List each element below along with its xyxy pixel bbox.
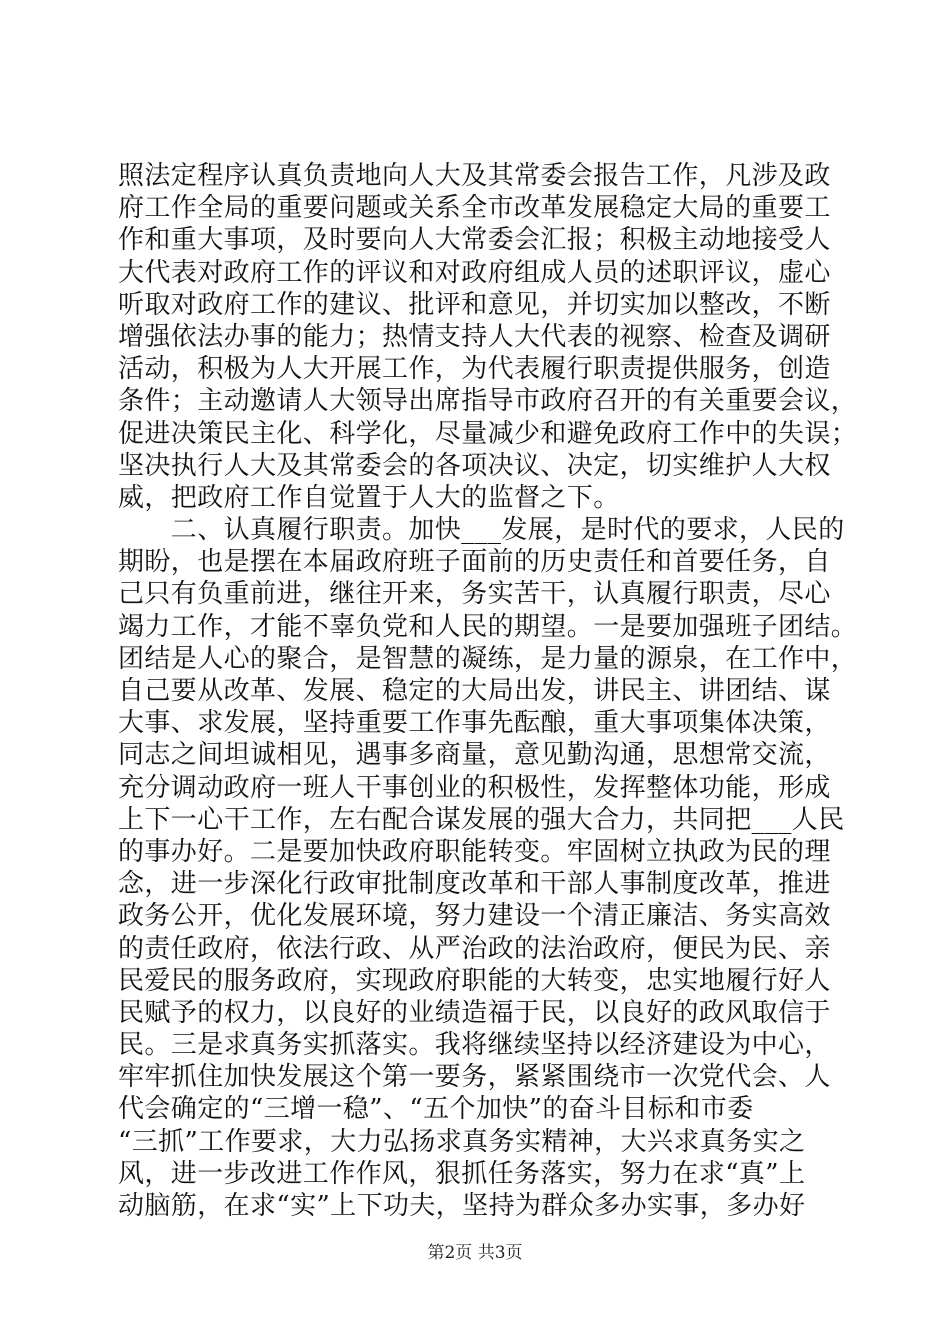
text-line: 己只有负重前进，继往开来，务实苦干，认真履行职责，尽心 (118, 579, 831, 610)
text-line: 动脑筋，在求“实”上下功夫，坚持为群众多办实事，多办好 (118, 1191, 806, 1221)
text-line: 民。三是求真务实抓落实。我将继续坚持以经济建设为中心， (118, 1030, 831, 1061)
page-footer: 第2页 共3页 (427, 1243, 523, 1263)
text-line: 大事、求发展，坚持重要工作事先酝酿，重大事项集体决策， (118, 708, 831, 739)
text-line: 大代表对政府工作的评议和对政府组成人员的述职评议，虚心 (118, 257, 831, 288)
text-line: 念，进一步深化行政审批制度改革和干部人事制度改革，推进 (118, 869, 831, 900)
text-line: 增强依法办事的能力；热情支持人大代表的视察、检查及调研 (118, 321, 831, 352)
text-line: 充分调动政府一班人干事创业的积极性，发挥整体功能，形成 (118, 772, 831, 803)
text-line: 条件；主动邀请人大领导出席指导市政府召开的有关重要会议， (118, 386, 858, 417)
text-line: 风，进一步改进工作作风，狠抓任务落实，努力在求“真”上 (118, 1158, 806, 1189)
text-line: 政务公开，优化发展环境，努力建设一个清正廉洁、务实高效 (118, 901, 831, 932)
text-line: 府工作全局的重要问题或关系全市改革发展稳定大局的重要工 (118, 193, 831, 224)
text-line: 威，把政府工作自觉置于人大的监督之下。 (118, 482, 620, 513)
text-line: 竭力工作，才能不辜负党和人民的期望。一是要加强班子团结。 (118, 611, 858, 642)
text-line: 坚决执行人大及其常委会的各项决议、决定，切实维护人大权 (118, 450, 831, 481)
text-line: 听取对政府工作的建议、批评和意见，并切实加以整改，不断 (118, 289, 831, 320)
text-line: 民爱民的服务政府，实现政府职能的大转变，忠实地履行好人 (118, 965, 831, 996)
text-line: 活动，积极为人大开展工作，为代表履行职责提供服务，创造 (118, 354, 831, 385)
text-line: 牢牢抓住加快发展这个第一要务，紧紧围绕市一次党代会、人 (118, 1062, 831, 1093)
text-line: 促进决策民主化、科学化，尽量减少和避免政府工作中的失误； (118, 418, 858, 449)
text-line: 作和重大事项，及时要向人大常委会汇报；积极主动地接受人 (118, 225, 831, 256)
text-line: 自己要从改革、发展、稳定的大局出发，讲民主、讲团结、谋 (118, 676, 831, 706)
text-line: 二、认真履行职责。加快___发展，是时代的要求，人民的 (118, 515, 845, 546)
body-text (118, 160, 858, 1222)
text-line: 团结是人心的聚合，是智慧的凝练，是力量的源泉，在工作中， (118, 643, 858, 674)
text-line: 的事办好。二是要加快政府职能转变。牢固树立执政为民的理 (118, 836, 831, 867)
text-line: 上下一心干工作，左右配合谋发展的强大合力，共同把___人民 (118, 804, 845, 835)
text-line: 照法定程序认真负责地向人大及其常委会报告工作，凡涉及政 (118, 161, 831, 191)
text-line: 代会确定的“三增一稳”、“五个加快”的奋斗目标和市委 (118, 1094, 754, 1125)
text-line: 的责任政府，依法行政、从严治政的法治政府，便民为民、亲 (118, 933, 831, 964)
text-line: 期盼，也是摆在本届政府班子面前的历史责任和首要任务，自 (118, 547, 831, 578)
text-line: 民赋予的权力，以良好的业绩造福于民，以良好的政风取信于 (118, 997, 831, 1028)
text-line: 同志之间坦诚相见，遇事多商量，意见勤沟通，思想常交流， (118, 740, 831, 771)
text-line: “三抓”工作要求，大力弘扬求真务实精神，大兴求真务实之 (118, 1126, 806, 1157)
